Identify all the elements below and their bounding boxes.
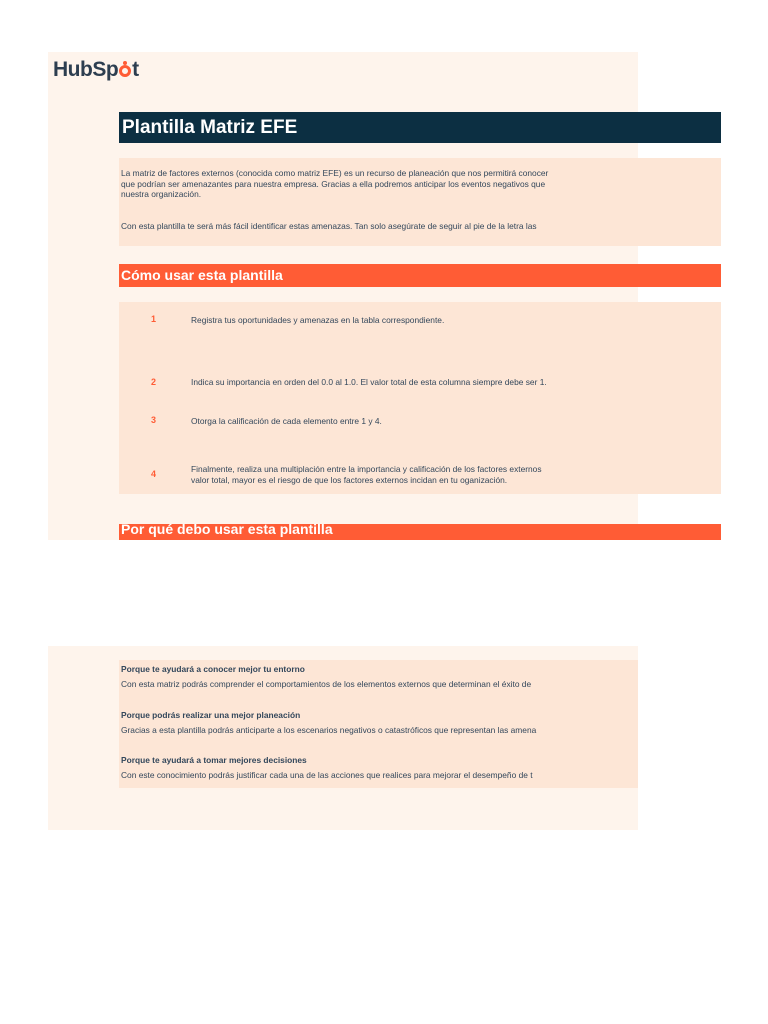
why-item-text: Con esta matriz podrás comprender el comportamientos de los elementos externos que determinan el éxito de	[121, 679, 532, 689]
steps-block	[119, 302, 721, 494]
step-text: Finalmente, realiza una multiplación entre la importancia y calificación de los factores externos valor total, mayor es el riesgo de que los factores externos incidan en tu oganización.	[191, 464, 542, 485]
intro-block	[119, 158, 721, 246]
step-number: 2	[151, 377, 157, 387]
step-text: Indica su importancia en orden del 0.0 al 1.0. El valor total de esta columna siempre debe ser 1.	[191, 377, 547, 387]
why-item-heading: Porque te ayudará a conocer mejor tu entorno	[121, 664, 305, 674]
step-number: 1	[151, 314, 157, 324]
title-bar	[119, 112, 721, 143]
hubspot-logo: HubSp t	[53, 58, 139, 81]
intro-line: nuestra organización.	[121, 189, 202, 200]
step-number: 3	[151, 415, 157, 425]
why-heading-bar	[119, 524, 721, 540]
howto-heading: Cómo usar esta plantilla	[121, 267, 283, 283]
page-title: Plantilla Matriz EFE	[122, 117, 298, 138]
sprocket-icon	[119, 65, 131, 77]
why-item-text: Gracias a esta plantilla podrás anticiparte a los escenarios negativos o catastróficos que representan las amena	[121, 725, 537, 735]
intro-paragraph-2: Con esta plantilla te será más fácil identificar estas amenazas. Tan solo asegúrate de seguir al pie de la letra las	[121, 221, 537, 231]
why-item-heading: Porque te ayudará a tomar mejores decisiones	[121, 755, 307, 765]
step-text: Registra tus oportunidades y amenazas en la tabla correspondiente.	[191, 315, 445, 325]
step-text: Otorga la calificación de cada elemento entre 1 y 4.	[191, 416, 382, 426]
why-heading: Por qué debo usar esta plantilla	[121, 524, 333, 537]
intro-paragraph	[121, 168, 721, 200]
intro-line: que podrían ser amenazantes para nuestra empresa. Gracias a ella podremos anticipar los eventos negativos que	[121, 178, 546, 189]
why-block	[119, 660, 638, 788]
why-item-heading: Porque podrás realizar una mejor planeación	[121, 710, 301, 720]
howto-heading-bar	[119, 264, 721, 287]
step-number: 4	[151, 469, 157, 479]
why-item-text: Con este conocimiento podrás justificar cada una de las acciones que realices para mejorar el desempeño de t	[121, 770, 533, 780]
intro-line: La matriz de factores externos (conocida como matriz EFE) es un recurso de planeación que nos permitirá conocer	[121, 168, 549, 178]
